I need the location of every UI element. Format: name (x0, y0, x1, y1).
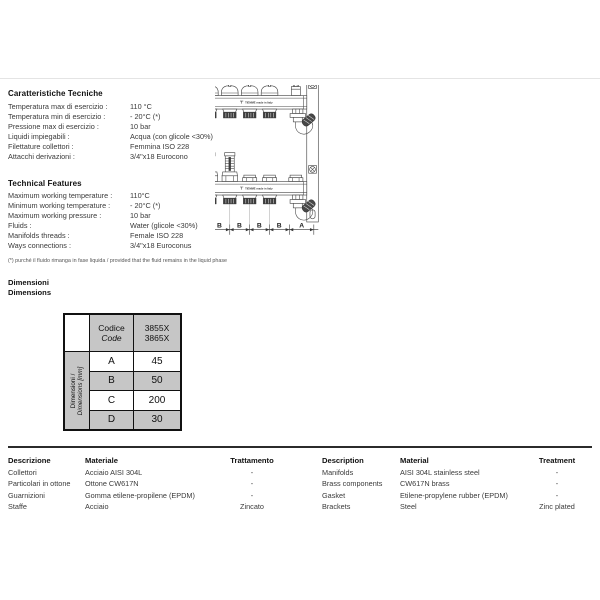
section-title-en: Technical Features (8, 179, 82, 188)
spec-label: Liquidi impiegabili : (8, 132, 70, 141)
spec-value: 10 bar (130, 211, 151, 220)
spec-value: Femmina ISO 228 (130, 142, 190, 151)
value-cell: 45 (133, 351, 180, 371)
spec-value: - 20°C (*) (130, 112, 161, 121)
spec-value: Water (glicole <30%) (130, 221, 198, 230)
spec-value: Acqua (con glicole <30%) (130, 132, 213, 141)
spec-label: Attacchi derivazioni : (8, 152, 75, 161)
front-view (215, 85, 318, 235)
spec-label: Minimum working temperature : (8, 201, 111, 210)
column-header: Trattamento (230, 456, 274, 465)
spec-value: 110°C (130, 191, 150, 200)
spec-list-en (8, 191, 238, 251)
table-cell: Etilene-propylene rubber (EPDM) (400, 490, 508, 500)
param-cell: A (89, 351, 133, 371)
table-cell: Zinc plated (539, 501, 575, 511)
top-divider (0, 78, 600, 79)
codes-cell (133, 315, 180, 351)
code-value: 3865X (144, 333, 170, 343)
table-cell: Staffe (8, 501, 27, 511)
front-dim-label: B (276, 222, 282, 230)
manifold-logo-text: TIEMME made in Italy (245, 101, 273, 105)
spec-value: 3/4"x18 Eurocono (130, 152, 188, 161)
table-cell: Particolari in ottone (8, 479, 71, 489)
table-cell: - (250, 490, 254, 500)
front-dim-label: B (236, 222, 242, 230)
spec-row (8, 191, 238, 201)
manifold-logo-text: TIEMME made in Italy (245, 187, 273, 191)
table-cell: - (250, 479, 254, 489)
section-title-it: Caratteristiche Tecniche (8, 89, 103, 98)
column-header: Description (322, 456, 364, 465)
spec-row (8, 152, 238, 162)
spec-value: - 20°C (*) (130, 201, 161, 210)
technical-drawing (215, 85, 600, 375)
spec-row (8, 211, 238, 221)
spec-label: Maximum working temperature : (8, 191, 113, 200)
top-manifold (215, 85, 317, 134)
code-header-cell (89, 315, 133, 351)
side-label-en: Dimensions [mm] (77, 366, 84, 416)
table-cell: CW617N brass (400, 479, 450, 489)
spec-value: 110 °C (130, 102, 152, 111)
value-cell: 50 (133, 371, 180, 391)
dimensions-heading-en: Dimensions (8, 287, 52, 297)
table-cell: - (555, 468, 559, 478)
spec-row (8, 102, 238, 112)
dimensions-heading (8, 278, 51, 297)
table-cell: Acciaio (85, 501, 109, 511)
spec-label: Ways connections : (8, 241, 71, 250)
side-label-it: Dimensioni / (69, 373, 77, 409)
flow-meter (215, 153, 218, 182)
flow-meter (222, 153, 237, 182)
spec-label: Temperatura max di esercizio : (8, 102, 108, 111)
empty-corner-cell (65, 315, 89, 351)
spec-label: Temperatura min di esercizio : (8, 112, 106, 121)
spec-label: Manifolds threads : (8, 231, 70, 240)
spec-row (8, 122, 238, 132)
param-cell: D (89, 410, 133, 430)
column-header: Treatment (538, 456, 576, 465)
column-header: Materiale (85, 456, 118, 465)
table-cell: Zincato (240, 501, 264, 511)
spec-value: 10 bar (130, 122, 151, 131)
spec-label: Pressione max di esercizio : (8, 122, 99, 131)
table-cell: Ottone CW617N (85, 479, 139, 489)
table-cell: - (555, 479, 559, 489)
value-cell: 30 (133, 410, 180, 430)
table-cell: Gasket (322, 490, 346, 500)
table-cell: Acciaio AISI 304L (85, 468, 143, 478)
table-cell: Brass components (322, 479, 383, 489)
dimensions-side-label-cell (65, 351, 89, 429)
table-cell: Gomma etilene-propilene (EPDM) (85, 490, 195, 500)
spec-label: Fluids : (8, 221, 32, 230)
spec-list-it (8, 102, 238, 162)
spec-row (8, 231, 238, 241)
spec-row (8, 241, 238, 251)
table-cell: - (250, 468, 254, 478)
spec-label: Maximum working pressure : (8, 211, 102, 220)
param-cell: B (89, 371, 133, 391)
table-cell: Collettori (8, 468, 37, 478)
code-value: 3855X (144, 322, 170, 333)
value-cell: 200 (133, 390, 180, 410)
dimensions-table (63, 313, 182, 431)
front-dim-label: B (217, 222, 222, 230)
spec-row (8, 112, 238, 122)
table-cell: Guarnizioni (8, 490, 45, 500)
front-dim-label: A (299, 222, 305, 230)
table-cell: - (555, 490, 559, 500)
spec-row (8, 132, 238, 142)
materials-table-en (322, 455, 592, 512)
footnote: (*) purché il fluido rimanga in fase liquida / provided that the fluid remains in the liquid phase (8, 258, 228, 264)
table-cell: Brackets (322, 501, 351, 511)
spec-row (8, 201, 238, 211)
column-header: Material (400, 456, 429, 465)
materials-table-it (8, 455, 292, 512)
spec-label: Filettature collettori : (8, 142, 74, 151)
param-cell: C (89, 390, 133, 410)
code-label-en: Code (101, 333, 122, 343)
spec-row (8, 142, 238, 152)
front-dim-label: B (256, 222, 262, 230)
spec-value: 3/4"x18 Euroconus (130, 241, 192, 250)
spec-value: Female ISO 228 (130, 231, 184, 240)
materials-divider (8, 446, 592, 448)
column-header: Descrizione (8, 456, 51, 465)
bottom-manifold (215, 153, 317, 220)
dimensions-heading-it: Dimensioni (8, 278, 49, 287)
table-cell: Manifolds (322, 468, 354, 478)
table-cell: AISI 304L stainless steel (400, 468, 480, 478)
dimensions-side-label (65, 352, 89, 430)
table-cell: Steel (400, 501, 417, 511)
code-label-it: Codice (98, 322, 125, 333)
spec-row (8, 221, 238, 231)
